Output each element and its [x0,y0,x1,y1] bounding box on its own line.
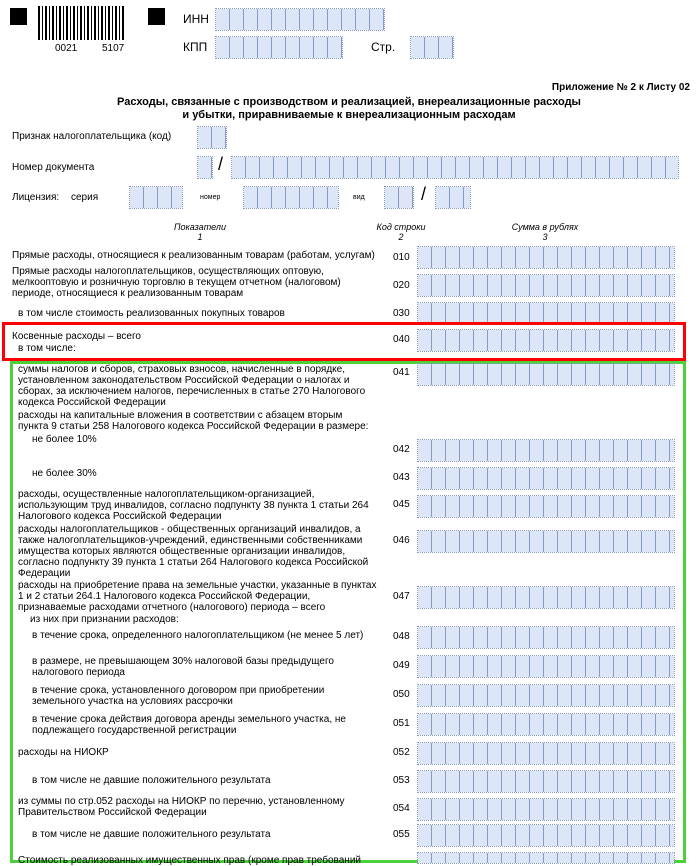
row-text-including: в том числе: [18,343,76,354]
amount-field-052[interactable] [418,743,674,764]
row-code-020: 020 [393,280,410,291]
row-text-recognition: из них при признании расходов: [30,614,179,625]
row-code-010: 010 [393,252,410,263]
row-code-051: 051 [393,718,410,729]
row-text-045: расходы, осуществленные налогоплательщиком-организацией, использующим труд инвалидов, согласно подпункту 38 пункта 1 статьи 264 Налогового кодекса Российской Федерации [18,489,369,522]
barcode-left-number: 0021 [55,43,78,54]
amount-field-048[interactable] [418,627,674,648]
kpp-field[interactable] [216,37,342,58]
appendix-label: Приложение № 2 к Листу 02 [551,82,690,93]
corner-marker-right [148,8,165,25]
column-header-sum: Сумма в рублях [511,222,579,232]
row-text-property-rights: Стоимость реализованных имущественных прав (кроме прав требований [18,855,361,866]
kind-label: вид [353,194,365,201]
row-code-040: 040 [393,334,410,345]
page-label: Стр. [371,40,396,54]
license-label: Лицензия: [12,192,60,203]
amount-field-055[interactable] [418,825,674,846]
amount-field-020[interactable] [418,275,674,296]
row-text-053: в том числе не давшие положительного результата [32,775,271,786]
amount-field-010[interactable] [418,247,674,268]
amount-field-next[interactable] [418,853,674,863]
row-text-051: в течение срока действия договора аренды земельного участка, не подлежащего государственной регистрации [32,714,346,736]
row-code-045: 045 [393,499,410,510]
license-series-field[interactable] [130,187,182,208]
amount-field-042[interactable] [418,440,674,461]
amount-field-030[interactable] [418,303,674,324]
column-header-indicators: Показатели [174,222,226,232]
amount-field-041[interactable] [418,364,674,385]
row-text-capital: расходы на капитальные вложения в соответствии с абзацем вторым пункта 9 статьи 258 Налогового кодекса Российской Федерации в размере: [18,410,369,432]
amount-field-040[interactable] [418,330,674,351]
row-text-054: из суммы по стр.052 расходы на НИОКР по перечню, установленному Правительством Российской Федерации [18,796,345,818]
amount-field-050[interactable] [418,685,674,706]
row-text-030: в том числе стоимость реализованных покупных товаров [18,308,285,319]
license-kind-field-1[interactable] [385,187,413,208]
inn-label: ИНН [183,12,209,26]
row-code-043: 043 [393,472,410,483]
row-code-047: 047 [393,591,410,602]
row-code-055: 055 [393,829,410,840]
corner-marker-left [10,8,27,25]
row-text-020: Прямые расходы налогоплательщиков, осуществляющих оптовую, мелкооптовую и розничную торговлю в текущем отчетном (налоговом) периоде, относящиеся к реализованным товарам [12,266,341,299]
column-header-sum-num: 3 [542,232,548,242]
row-code-053: 053 [393,775,410,786]
row-code-049: 049 [393,660,410,671]
row-text-043: не более 30% [32,468,97,479]
number-label: номер [200,194,221,201]
row-text-010: Прямые расходы, относящиеся к реализованным товарам (работам, услугам) [12,250,375,261]
license-kind-field-2[interactable] [436,187,470,208]
barcode-right-number: 5107 [102,43,125,54]
row-text-040: Косвенные расходы – всего [12,331,141,342]
row-text-046: расходы налогоплательщиков - общественных организаций инвалидов, а также налогоплательщиков-учреждений, единственными собственниками имущества которых являются общественные организации инвалидов, согласно подпункту 39 пункта 1 статьи 264 Налогового кодекса Российской Федерации [18,524,369,579]
row-code-048: 048 [393,631,410,642]
kpp-label: КПП [183,40,208,54]
page-title-line2: и убытки, приравниваемые к внереализационным расходам [182,109,516,121]
doc-number-field-2[interactable] [232,157,678,178]
doc-number-field-1[interactable] [198,157,212,178]
taxpayer-sign-field[interactable] [198,127,226,148]
amount-field-043[interactable] [418,468,674,489]
row-code-054: 054 [393,803,410,814]
column-header-code: Код строки [376,222,426,232]
page-field[interactable] [411,37,453,58]
row-text-047: расходы на приобретение права на земельные участки, указанные в пунктах 1 и 2 статьи 264.1 Налогового кодекса Российской Федерации, признаваемые расходами отчетного (налогового) периода – всего [18,580,377,613]
row-code-046: 046 [393,535,410,546]
license-number-field[interactable] [244,187,338,208]
barcode [38,6,124,40]
page-title-line1: Расходы, связанные с производством и реализацией, внереализационные расходы [117,96,581,108]
slash-separator: / [421,184,427,204]
taxpayer-sign-label: Признак налогоплательщика (код) [12,131,172,142]
row-text-050: в течение срока, установленного договором при приобретении земельного участка на условиях рассрочки [32,685,325,707]
column-header-code-num: 2 [398,232,404,242]
row-code-042: 042 [393,444,410,455]
row-text-042: не более 10% [32,434,97,445]
slash-separator: / [218,154,224,174]
row-code-052: 052 [393,747,410,758]
amount-field-045[interactable] [418,496,674,517]
row-text-048: в течение срока, определенного налогоплательщиком (не менее 5 лет) [32,630,364,641]
row-text-041: суммы налогов и сборов, страховых взносов, начисленные в порядке, установленном законодательством Российской Федерации о налогах и сборах, за исключением налогов, перечисленных в статье 270 Налогового кодекса Российской Федерации [18,364,366,408]
amount-field-049[interactable] [418,656,674,677]
row-code-050: 050 [393,689,410,700]
amount-field-047[interactable] [418,587,674,608]
amount-field-051[interactable] [418,714,674,735]
inn-field[interactable] [216,9,384,30]
row-code-030: 030 [393,308,410,319]
amount-field-053[interactable] [418,771,674,792]
row-text-049: в размере, не превышающем 30% налоговой базы предыдущего налогового периода [32,656,334,678]
doc-number-label: Номер документа [12,162,95,173]
row-text-055: в том числе не давшие положительного результата [32,829,271,840]
row-code-041: 041 [393,367,410,378]
amount-field-046[interactable] [418,531,674,552]
row-text-052: расходы на НИОКР [18,747,109,758]
column-header-indicators-num: 1 [197,232,203,242]
series-label: серия [71,192,99,203]
amount-field-054[interactable] [418,799,674,820]
